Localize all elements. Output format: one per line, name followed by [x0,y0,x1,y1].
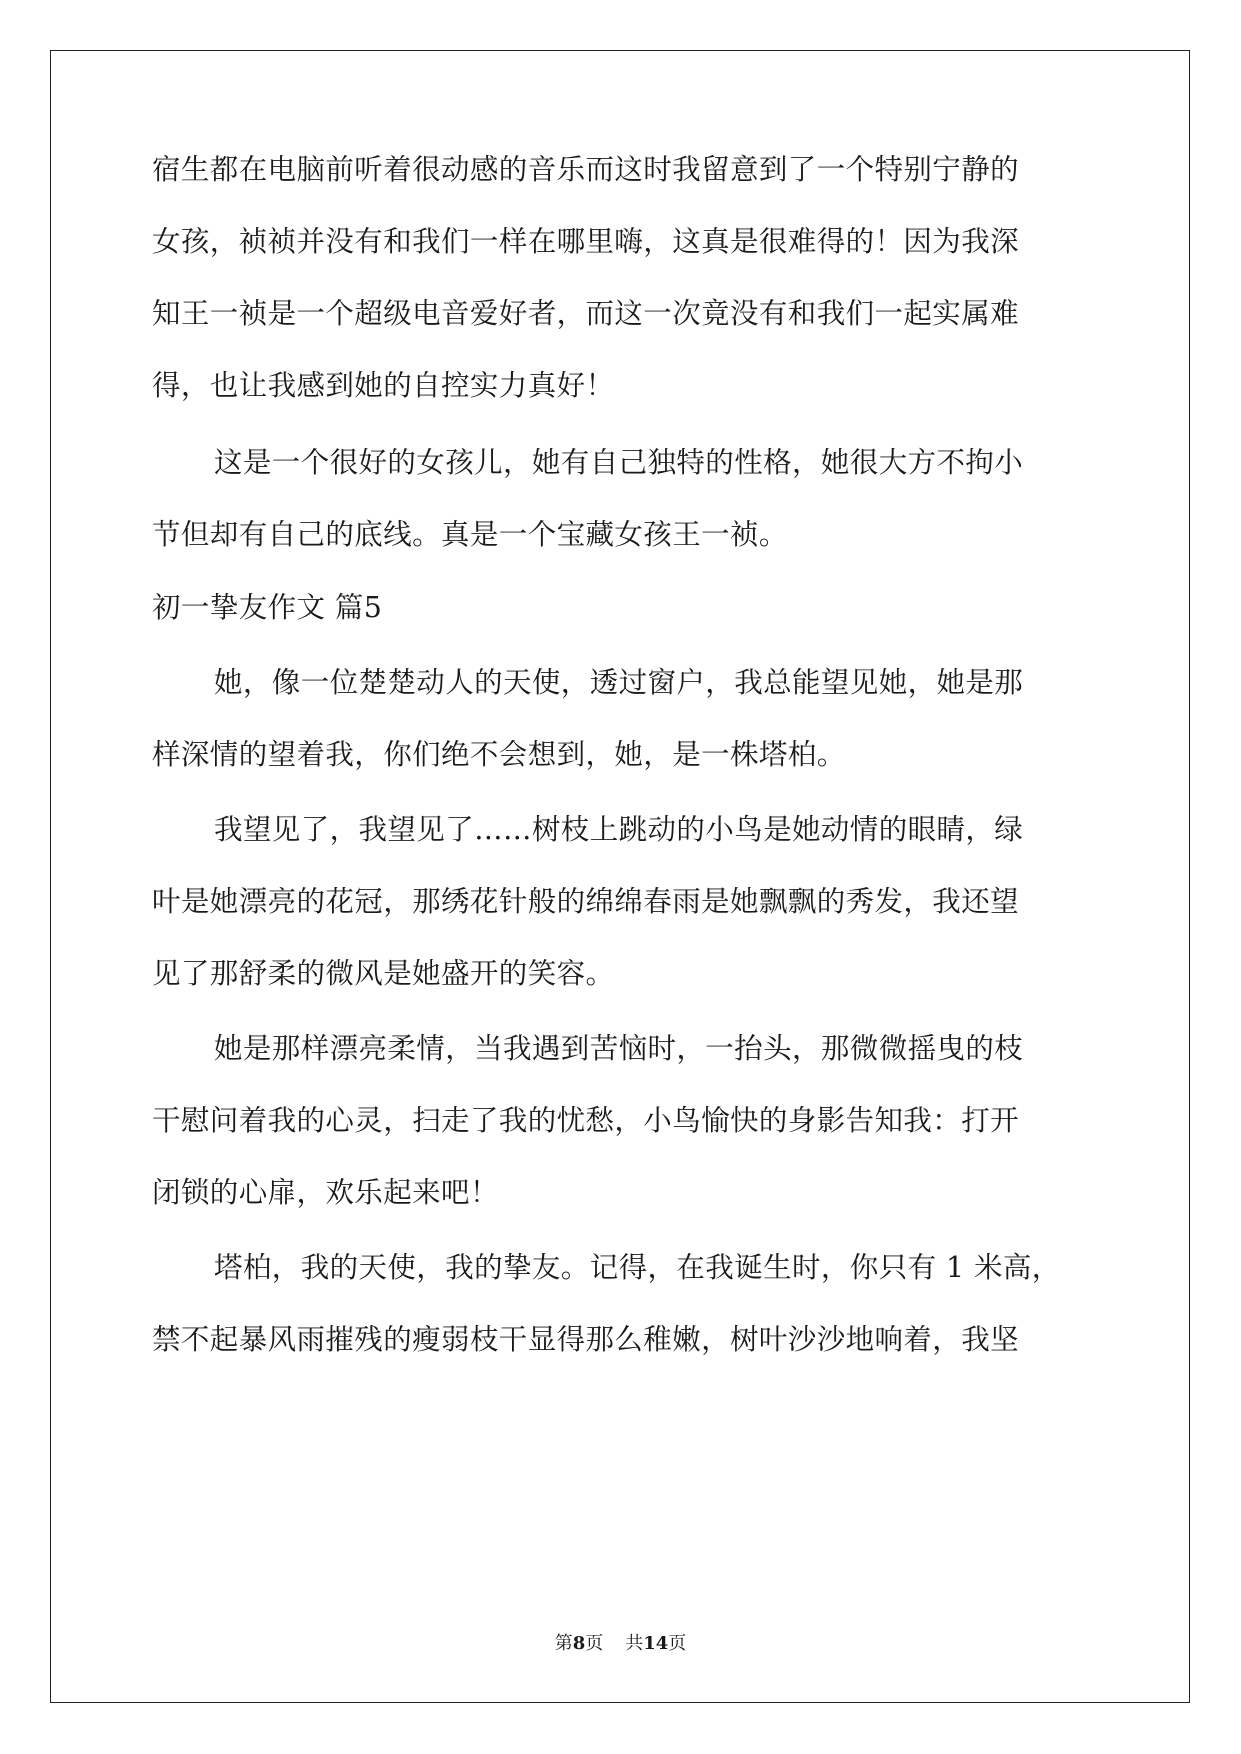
text-line: 干慰问着我的心灵，扫走了我的忧愁，小鸟愉快的身影告知我：打开 [152,1104,1020,1137]
total-prefix: 共 [625,1633,644,1654]
text-line: 叶是她漂亮的花冠，那绣花针般的绵绵春雨是她飘飘的秀发，我还望 [152,885,1020,918]
text-line: 得，也让我感到她的自控实力真好！ [152,369,615,402]
paragraph-start-line: 她是那样漂亮柔情，当我遇到苦恼时，一抬头，那微微摇曳的枝 [214,1032,1024,1065]
page-number: 8 [572,1633,586,1654]
paragraph-start-line: 塔柏，我的天使，我的挚友。记得，在我诞生时，你只有 1 米高， [214,1251,1061,1284]
paragraph-start-line: 我望见了，我望见了……树枝上跳动的小鸟是她动情的眼睛，绿 [214,813,1024,846]
page-prefix: 第 [554,1633,573,1654]
total-suffix: 页 [668,1633,687,1654]
text-line: 闭锁的心扉，欢乐起来吧！ [152,1176,499,1209]
text-line: 节但却有自己的底线。真是一个宝藏女孩王一祯。 [152,518,788,551]
text-line: 知王一祯是一个超级电音爱好者，而这一次竟没有和我们一起实属难 [152,297,1020,330]
text-line: 样深情的望着我，你们绝不会想到，她，是一株塔柏。 [152,738,846,771]
paragraph-start-line: 她，像一位楚楚动人的天使，透过窗户，我总能望见她，她是那 [214,666,1024,699]
text-line: 禁不起暴风雨摧残的瘦弱枝干显得那么稚嫩，树叶沙沙地响着，我坚 [152,1323,1020,1356]
page-footer [0,1632,1241,1656]
page-suffix: 页 [585,1633,604,1654]
total-pages: 14 [643,1633,669,1654]
text-line: 宿生都在电脑前听着很动感的音乐而这时我留意到了一个特别宁静的 [152,153,1020,186]
paragraph-start-line: 这是一个很好的女孩儿，她有自己独特的性格，她很大方不拘小 [214,446,1024,479]
section-heading: 初一挚友作文 篇5 [152,591,383,624]
text-line: 见了那舒柔的微风是她盛开的笑容。 [152,957,615,990]
text-line: 女孩，祯祯并没有和我们一样在哪里嗨，这真是很难得的！因为我深 [152,225,1020,258]
